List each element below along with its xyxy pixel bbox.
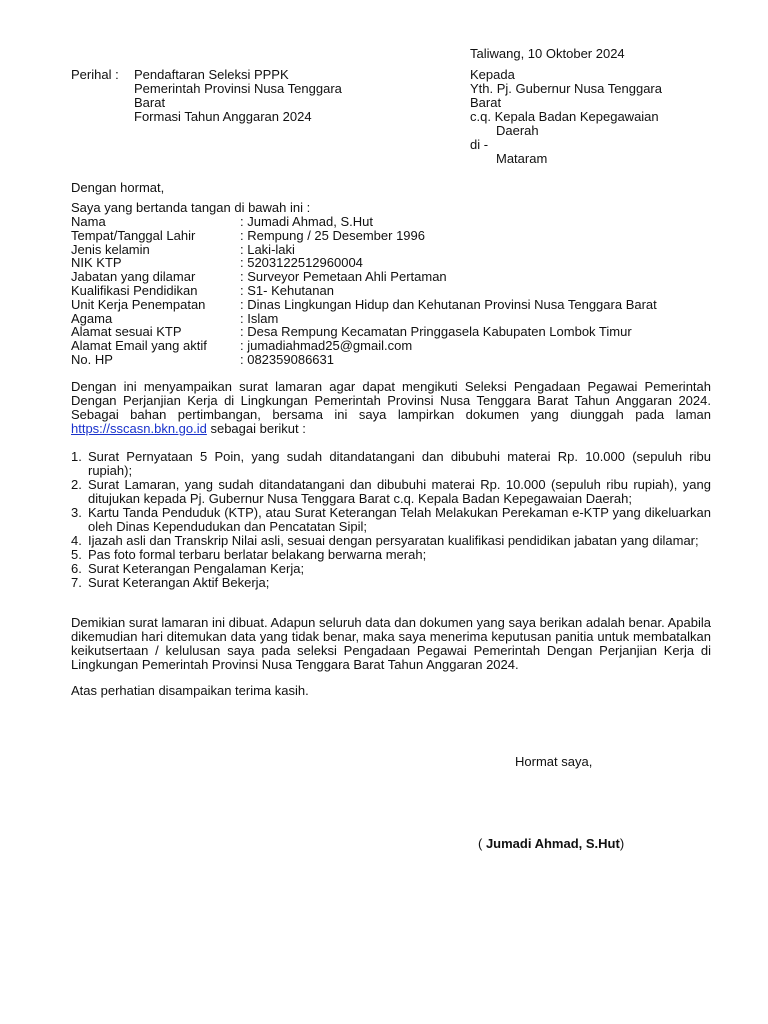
application-paragraph xyxy=(71,380,711,436)
identity-label: Unit Kerja Penempatan xyxy=(71,296,206,312)
signature-name xyxy=(478,837,624,851)
list-number: 6. xyxy=(71,561,82,576)
list-text: Pas foto formal terbaru berlatar belakang berwarna merah; xyxy=(88,547,427,562)
identity-label: No. HP xyxy=(71,351,113,367)
identity-label: Nama xyxy=(71,214,106,229)
list-text: Surat Keterangan Aktif Bekerja; xyxy=(88,575,270,590)
subject-line: Pendaftaran Seleksi PPPK xyxy=(134,67,289,82)
list-number: 2. xyxy=(71,477,82,492)
identity-value: : 5203122512960004 xyxy=(240,255,363,271)
letter-date: Taliwang, 10 Oktober 2024 xyxy=(470,46,625,61)
list-number: 4. xyxy=(71,533,82,548)
identity-value: : Desa Rempung Kecamatan Pringgasela Kabupaten Lombok Timur xyxy=(240,324,632,340)
identity-value: : Surveyor Pemetaan Ahli Pertaman xyxy=(240,269,447,285)
identity-row xyxy=(71,284,731,298)
recipient-line: Barat xyxy=(470,95,502,110)
list-item xyxy=(71,450,711,478)
list-item xyxy=(71,534,711,548)
list-text: Surat Keterangan Pengalaman Kerja; xyxy=(88,561,305,576)
identity-row xyxy=(71,339,731,353)
paragraph-text: sebagai berikut : xyxy=(206,421,306,436)
signature-close: ) xyxy=(619,836,625,851)
recipient-line: Mataram xyxy=(496,151,548,166)
list-number: 7. xyxy=(71,575,82,590)
identity-label: Alamat Email yang aktif xyxy=(71,338,207,354)
signature-fullname: Jumadi Ahmad, S.Hut xyxy=(485,836,620,851)
sscasn-link[interactable]: https://sscasn.bkn.go.id xyxy=(71,421,207,436)
identity-row xyxy=(71,298,731,312)
identity-row xyxy=(71,256,731,270)
identity-block xyxy=(71,201,731,367)
identity-value: : Laki-laki xyxy=(240,241,295,257)
identity-label: Kualifikasi Pendidikan xyxy=(71,282,198,298)
identity-row xyxy=(71,270,731,284)
signature-open: ( xyxy=(478,836,486,851)
list-text: Surat Pernyataan 5 Poin, yang sudah ditandatangani dan dibubuhi materai Rp. 10.000 (sepuluh ribu rupiah); xyxy=(88,449,711,478)
list-text: Ijazah asli dan Transkrip Nilai asli, sesuai dengan persyaratan kualifikasi pendidikan jabatan yang dilamar; xyxy=(88,533,699,548)
list-number: 3. xyxy=(71,505,82,520)
identity-value: : Islam xyxy=(240,310,279,326)
identity-label: Jabatan yang dilamar xyxy=(71,269,196,285)
identity-value: : 082359086631 xyxy=(240,351,334,367)
subject-lines xyxy=(134,68,342,124)
identity-row xyxy=(71,325,731,339)
closing-salutation: Hormat saya, xyxy=(515,754,593,769)
identity-label: Agama xyxy=(71,310,113,326)
list-number: 5. xyxy=(71,547,82,562)
identity-row xyxy=(71,243,731,257)
subject-line: Formasi Tahun Anggaran 2024 xyxy=(134,109,312,124)
identity-row xyxy=(71,312,731,326)
identity-row xyxy=(71,215,731,229)
identity-label: Tempat/Tanggal Lahir xyxy=(71,227,196,243)
recipient-line: c.q. Kepala Badan Kepegawaian xyxy=(470,109,659,124)
intro-text: Saya yang bertanda tangan di bawah ini : xyxy=(71,200,311,215)
recipient-line: Yth. Pj. Gubernur Nusa Tenggara xyxy=(470,81,662,96)
identity-label: NIK KTP xyxy=(71,255,122,271)
subject-line: Pemerintah Provinsi Nusa Tenggara xyxy=(134,81,342,96)
attachment-list xyxy=(71,450,711,590)
list-item xyxy=(71,478,711,506)
identity-label: Alamat sesuai KTP xyxy=(71,324,182,340)
paragraph-text: Dengan ini menyampaikan surat lamaran agar dapat mengikuti Seleksi Pengadaan Pegawai Pemerintah Dengan Perjanjian Kerja di Lingkungan Pemerintah Provinsi Nusa Tenggara Barat Tahun Anggaran 2024. Sebagai bahan pertimbangan, bersama ini saya lampirkan dokumen yang diunggah pada laman xyxy=(71,379,711,422)
list-text: Surat Lamaran, yang sudah ditandatangani dan dibubuhi materai Rp. 10.000 (sepuluh ribu rupiah), yang ditujukan kepada Pj. Gubernur Nusa Tenggara Barat c.q. Kepala Badan Kepegawaian Daerah; xyxy=(88,477,711,506)
identity-row xyxy=(71,229,731,243)
identity-value: : S1- Kehutanan xyxy=(240,282,334,298)
recipient-line: Kepada xyxy=(470,67,515,82)
list-item xyxy=(71,562,711,576)
subject-label: Perihal : xyxy=(71,67,119,82)
identity-value: : Rempung / 25 Desember 1996 xyxy=(240,227,425,243)
list-number: 1. xyxy=(71,449,82,464)
identity-row xyxy=(71,353,731,367)
identity-value: : Dinas Lingkungan Hidup dan Kehutanan Provinsi Nusa Tenggara Barat xyxy=(240,296,657,312)
identity-value: : jumadiahmad25@gmail.com xyxy=(240,338,413,354)
recipient-block xyxy=(470,68,662,166)
greeting: Dengan hormat, xyxy=(71,180,165,195)
identity-value: : Jumadi Ahmad, S.Hut xyxy=(240,214,373,229)
list-item xyxy=(71,506,711,534)
recipient-line: Daerah xyxy=(496,123,539,138)
recipient-line: di - xyxy=(470,137,489,152)
list-item xyxy=(71,576,711,590)
identity-intro xyxy=(71,201,731,215)
identity-label: Jenis kelamin xyxy=(71,241,150,257)
thanks-line: Atas perhatian disampaikan terima kasih. xyxy=(71,683,309,698)
list-text: Kartu Tanda Penduduk (KTP), atau Surat Keterangan Telah Melakukan Perekaman e-KTP yang dikeluarkan oleh Dinas Kependudukan dan Pencatatan Sipil; xyxy=(88,505,711,534)
declaration-paragraph: Demikian surat lamaran ini dibuat. Adapun seluruh data dan dokumen yang saya berikan adalah benar. Apabila dikemudian hari ditemukan data yang tidak benar, maka saya menerima keputusan panitia untuk membatalkan keikutsertaan / kelulusan saya pada seleksi Pengadaan Pegawai Pemerintah Dengan Perjanjian Kerja di Lingkungan Pemerintah Provinsi Nusa Tenggara Barat Tahun Anggaran 2024. xyxy=(71,615,711,672)
subject-line: Barat xyxy=(134,95,166,110)
list-item xyxy=(71,548,711,562)
